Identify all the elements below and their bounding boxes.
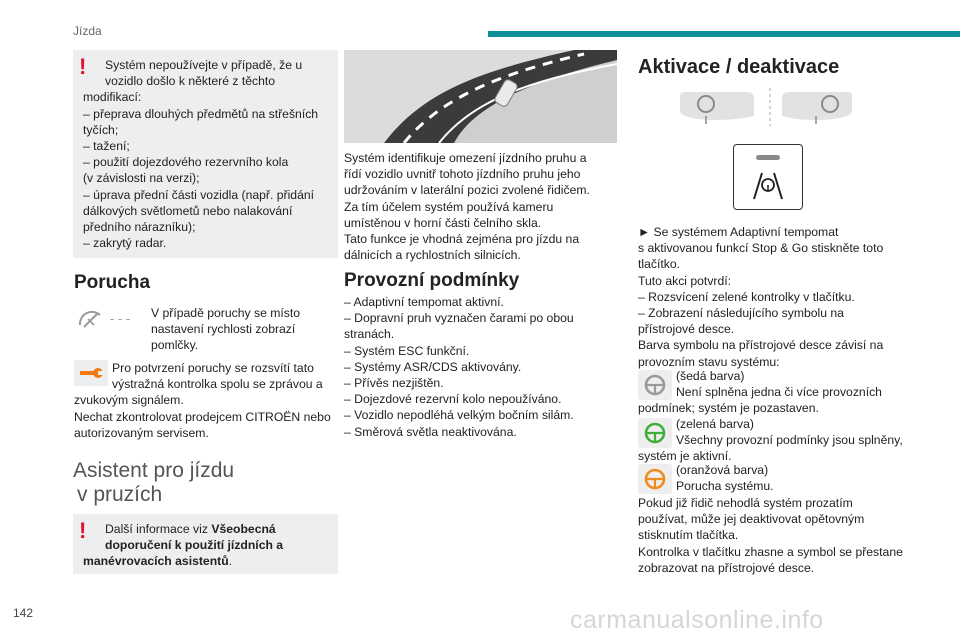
- section-title-porucha: Porucha: [74, 272, 151, 293]
- warning2-bold: Všeobecná: [211, 522, 276, 536]
- fault2-line: Pro potvrzení poruchy se rozsvítí tato: [112, 361, 314, 375]
- fault1-line: nastavení rychlosti zobrazí: [151, 322, 296, 337]
- orange-label: (oranžová barva): [676, 463, 769, 477]
- grey-state: [638, 368, 882, 417]
- dashes-text: - - -: [110, 311, 131, 326]
- condition-item: stranách.: [344, 327, 395, 342]
- warning-line: – použití dojezdového rezervního kola: [83, 155, 289, 170]
- condition-item: – Adaptivní tempomat aktivní.: [344, 295, 504, 309]
- header-accent-bar: [488, 31, 960, 37]
- condition-item: – Dopravní pruh vyznačen čarami po obou: [344, 311, 574, 326]
- speedometer-fault-icon: [74, 305, 144, 335]
- asistent-title-line2: v pruzích: [77, 483, 163, 506]
- warning2-text: [73, 514, 338, 578]
- final-line: stisknutím tlačítka.: [638, 528, 739, 543]
- fault1-line: pomlčky.: [151, 338, 199, 353]
- intro-line: Za tím účelem systém používá kameru: [344, 199, 554, 214]
- condition-item: – Dojezdové rezervní kolo nepoužíváno.: [344, 392, 562, 407]
- warning-text: [73, 50, 338, 259]
- fault2-line: Nechat zkontrolovat prodejcem CITROËN nebo: [74, 409, 331, 424]
- orange-line1: Porucha systému.: [676, 479, 774, 494]
- warning-exclamation-icon: !: [79, 518, 87, 543]
- running-header: Jízda: [73, 24, 102, 38]
- green-line1: Všechny provozní podmínky jsou splněny,: [676, 433, 903, 448]
- intro-line: Tato funkce je vhodná zejména pro jízdu na: [344, 232, 580, 247]
- intro-line: řídí vozidlo uvnitř tohoto jízdního pruhu jeho: [344, 167, 581, 182]
- warning-line: – přeprava dlouhých předmětů na střešních: [83, 106, 319, 121]
- deactivation-text: [638, 495, 903, 576]
- warning2-line2: [83, 537, 330, 553]
- intro-line: dálnicích a rychlostních silnicích.: [344, 248, 521, 263]
- lane-assist-button[interactable]: [733, 144, 803, 210]
- fault-speed-dashes: [74, 305, 144, 335]
- warning2-plain: Další informace viz: [105, 522, 212, 536]
- instr-line: Barva symbolu na přístrojové desce závisí na: [638, 338, 884, 353]
- warning2-line3: [83, 553, 330, 569]
- final-line: Kontrolka v tlačítku zhasne a symbol se přestane: [638, 544, 903, 559]
- fault2-text: [74, 360, 344, 441]
- page-number: 142: [13, 606, 34, 620]
- instr-line: Tuto akci potvrdí:: [638, 273, 732, 288]
- lane-photo: [344, 50, 617, 143]
- steering-wheel-buttons-illustration: [676, 86, 856, 128]
- warning-line: – zakrytý radar.: [83, 236, 167, 251]
- instr-line: provozním stavu systému:: [638, 354, 780, 369]
- condition-item: – Vozidlo nepodléhá velkým bočním silám.: [344, 408, 574, 423]
- green-label: (zelená barva): [676, 417, 754, 431]
- final-line: zobrazovat na přístrojové desce.: [638, 560, 815, 575]
- instr-line: tlačítko.: [638, 257, 680, 272]
- warning-line: – tažení;: [83, 139, 130, 154]
- intro-line: Systém identifikuje omezení jízdního pruhu a: [344, 151, 587, 165]
- section-title-activation: Aktivace / deaktivace: [638, 56, 840, 78]
- warning2-end: .: [228, 554, 233, 569]
- warning2-bold: doporučení k použití jízdních a: [105, 538, 284, 553]
- fault2-line: výstražná kontrolka spolu se zprávou a: [112, 377, 323, 392]
- instr-line: s aktivovanou funkcí Stop & Go stiskněte toto: [638, 241, 884, 256]
- warning-line: vozidlo došlo k některé z těchto: [105, 74, 276, 89]
- intro-line: umístěnou v horní části čelního skla.: [344, 215, 542, 230]
- instr-line: – Zobrazení následujícího symbolu na: [638, 306, 844, 321]
- warning-exclamation-icon: !: [79, 54, 87, 79]
- instr-line: – Rozsvícení zelené kontrolky v tlačítku.: [638, 289, 855, 304]
- grey-line1: Není splněna jedna či více provozních: [676, 385, 882, 400]
- condition-item: – Směrová světla neaktivována.: [344, 424, 517, 439]
- final-line: používat, může jej deaktivovat opětovným: [638, 512, 865, 527]
- instr-line: ► Se systémem Adaptivní tempomat: [638, 225, 839, 239]
- green-line2: systém je aktivní.: [638, 449, 732, 464]
- warning2-bold: manévrovacích asistentů: [83, 554, 229, 569]
- activation-instructions: [638, 224, 883, 370]
- warning-line: dálkových světlometů nebo nalakování: [83, 203, 293, 218]
- section-title-asistent: [73, 459, 234, 507]
- warning-line: tyčích;: [83, 122, 119, 137]
- watermark: carmanualsonline.info: [570, 606, 824, 634]
- warning-box-more-info: [73, 514, 338, 574]
- final-line: Pokud již řidič nehodlá systém prozatím: [638, 496, 853, 510]
- warning-box-modifications: [73, 50, 338, 258]
- warning-line: předního nárazníku);: [83, 220, 196, 235]
- warning-line: (v závislosti na verzi);: [83, 171, 200, 186]
- condition-item: – Systém ESC funkční.: [344, 343, 470, 358]
- grey-label: (šedá barva): [676, 369, 745, 383]
- lane-assist-button-icon: [734, 145, 802, 209]
- fault1-line: V případě poruchy se místo: [151, 306, 301, 320]
- fault2-line: autorizovaným servisem.: [74, 425, 209, 440]
- asistent-title-line1: Asistent pro jízdu: [73, 459, 235, 482]
- orange-state: [638, 462, 774, 494]
- green-state: [638, 416, 903, 465]
- intro-line: udržováním v laterální pozici zvolené řidičem.: [344, 183, 590, 198]
- warning-line: – úprava přední části vozidla (např. přidání: [83, 187, 315, 202]
- fault1-text: [151, 305, 300, 354]
- section-title-conditions: Provozní podmínky: [344, 270, 520, 291]
- intro-text: [344, 150, 590, 263]
- grey-line2: podmínek; systém je pozastaven.: [638, 401, 819, 416]
- warning-line: Systém nepoužívejte v případě, že u: [105, 58, 303, 72]
- fault2-line: zvukovým signálem.: [74, 393, 184, 408]
- warning-line: modifikací:: [83, 90, 142, 105]
- condition-item: – Přívěs nezjištěn.: [344, 376, 444, 391]
- instr-line: přístrojové desce.: [638, 322, 735, 337]
- conditions-list: [344, 294, 574, 440]
- warning2-line1: [83, 521, 330, 537]
- condition-item: – Systémy ASR/CDS aktivovány.: [344, 359, 522, 374]
- lane-road-illustration: [344, 50, 617, 143]
